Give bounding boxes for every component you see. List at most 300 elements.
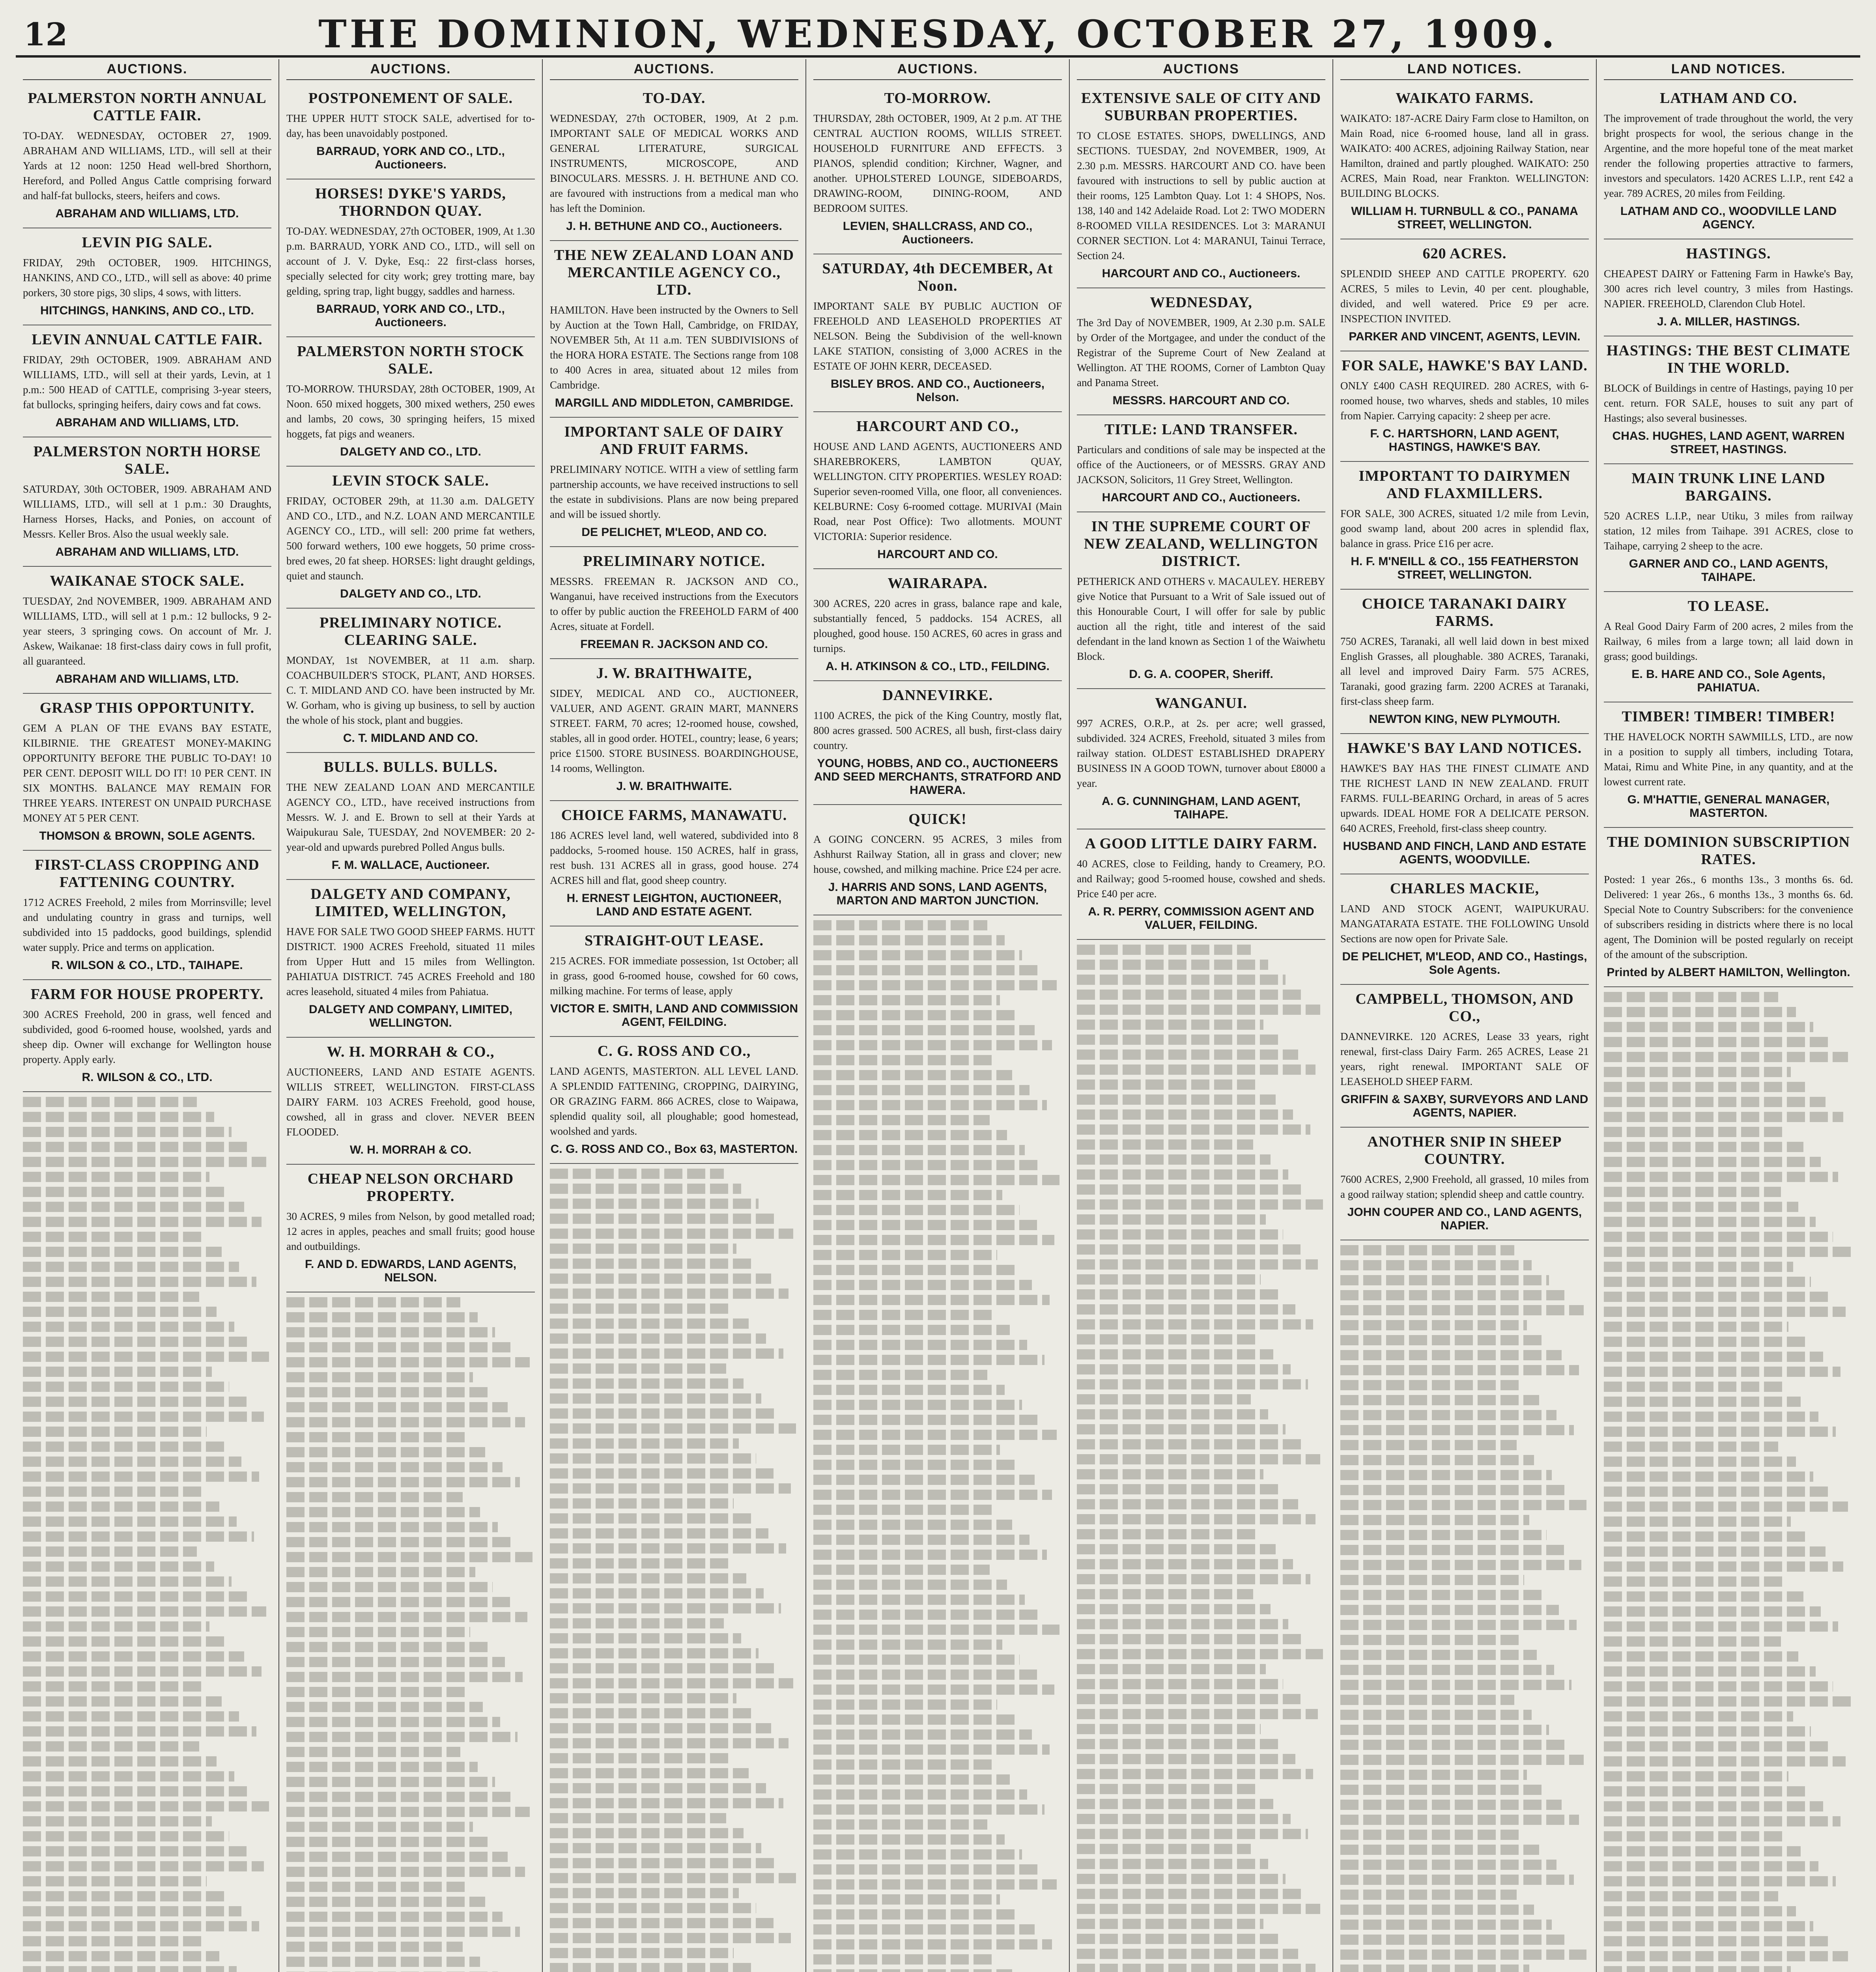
print-line [813, 1625, 1059, 1635]
ad-body: WAIKATO: 187-ACRE Dairy Farm close to Hamilton, on Main Road, nice 6-roomed house, land all in grass. WAIKATO: 400 ACRES, adjoining Railway Station, near Hamilton, drained and partly ploughed. WAIKATO: 250 ACRES, Main Road, near Frankton. WELLINGTON: BUILDING BLOCKS. [1340, 112, 1589, 199]
ad-body: TUESDAY, 2nd NOVEMBER, 1909. ABRAHAM AND WILLIAMS, LTD., will sell at 1 p.m.: 12 bullocks, 9 2-year steers, 3 springing cows. On account of Mr. J. Askew, Waikanae: 18 first-class dairy cows in full profit, all guaranteed. [23, 595, 271, 667]
print-line [1604, 1472, 1813, 1482]
print-line [1077, 1169, 1288, 1180]
advertisement [1340, 462, 1589, 590]
print-line [1077, 960, 1268, 970]
advertisement [286, 84, 535, 179]
print-line [813, 1954, 995, 1965]
print-line [1604, 1786, 1806, 1796]
print-line [1604, 1921, 1813, 1931]
print-line [813, 1415, 1039, 1425]
advertisement [550, 801, 798, 926]
print-line [286, 1342, 512, 1352]
print-line [1340, 1245, 1514, 1255]
print-line [813, 1265, 1015, 1275]
advertisement [1604, 592, 1853, 702]
print-line [1340, 1275, 1549, 1285]
print-line [813, 1505, 995, 1515]
print-line [1077, 1154, 1271, 1165]
print-line [550, 1603, 781, 1613]
print-line [1604, 1771, 1788, 1782]
advertisement [550, 926, 798, 1037]
print-line [286, 1462, 503, 1472]
print-line [23, 1891, 224, 1901]
print-line [550, 1648, 759, 1658]
print-line [550, 1768, 749, 1778]
print-line [1340, 1530, 1547, 1540]
ad-body: HAWKE'S BAY HAS THE FINEST CLIMATE AND THE RICHEST LAND IN NEW ZEALAND. FRUIT FARMS. FULL-BEARING Orchard, in areas of 5 acres upwards. IDEAL HOME FOR A DELICATE PERSON. 640 ACRES, Freehold, first-class sheep country. [1340, 762, 1589, 834]
print-line [1604, 1397, 1801, 1407]
ad-body: PETHERICK AND OTHERS v. MACAULEY. HEREBY give Notice that Pursuant to a Writ of Sale issued out of this Honourable Court, I will offer for sale by public auction all the right, title and interest of the said defendant in the land known as Section 1 of the Waiwhetu Block. [1077, 575, 1325, 662]
print-line [286, 1522, 498, 1532]
print-line [1340, 1395, 1539, 1405]
ad-title: TITLE: LAND TRANSFER. [1104, 421, 1298, 438]
print-line [1340, 1590, 1542, 1600]
print-line [1077, 1184, 1306, 1195]
print-line [813, 1070, 1012, 1080]
print-line [23, 1262, 239, 1272]
print-line [1340, 1560, 1581, 1570]
ad-signature: BARRAUD, YORK AND CO., LTD., Auctioneers. [316, 303, 505, 329]
print-line [550, 1259, 754, 1269]
ad-signature: A. R. PERRY, COMMISSION AGENT AND VALUER, FEILDING. [1088, 905, 1314, 932]
print-line [286, 1897, 485, 1907]
print-line [286, 1417, 525, 1427]
print-line [813, 1445, 1000, 1455]
ad-title: CAMPBELL, THOMSON, AND CO., [1355, 991, 1574, 1025]
ad-title: QUICK! [908, 811, 967, 827]
print-line [1077, 1199, 1323, 1210]
print-line [23, 1247, 222, 1257]
ad-signature: LEVIEN, SHALLCRASS, AND CO., Auctioneers. [843, 220, 1033, 246]
print-line [813, 1595, 1025, 1605]
small-print-filler [1340, 1245, 1589, 1972]
print-line [1340, 1350, 1562, 1360]
ad-body: Particulars and conditions of sale may be inspected at the office of the Auctioneers, or of MESSRS. GRAY AND JACKSON, Solicitors, 11 Grey Street, Wellington. [1077, 444, 1325, 486]
print-line [1077, 1349, 1273, 1359]
print-line [1340, 1440, 1517, 1450]
ad-signature: MESSRS. HARCOURT AND CO. [1112, 394, 1290, 407]
ad-signature: C. T. MIDLAND AND CO. [343, 732, 478, 745]
print-line [813, 1025, 1035, 1035]
print-line [1604, 1816, 1840, 1826]
print-line [1340, 1650, 1537, 1660]
print-line [1077, 1454, 1320, 1464]
ad-signature: H. F. M'NEILL & CO., 155 FEATHERSTON STREET, WELLINGTON. [1351, 555, 1579, 581]
print-line [1604, 1711, 1793, 1722]
ad-title: WAIKANAE STOCK SALE. [50, 573, 245, 589]
ad-signature: E. B. HARE AND CO., Sole Agents, PAHIATUA. [1631, 668, 1826, 694]
ad-title: 620 ACRES. [1422, 245, 1507, 262]
print-line [23, 1322, 234, 1332]
ad-title: IMPORTANT TO DAIRYMEN AND FLAXMILLERS. [1358, 468, 1571, 502]
print-line [550, 1483, 791, 1494]
print-line [1340, 1845, 1539, 1855]
print-line [550, 1693, 736, 1703]
ad-body: FRIDAY, 29th OCTOBER, 1909. HITCHINGS, HANKINS, AND CO., LTD., will sell as above: 40 prime porkers, 30 store pigs, 30 slips, 4 sows, with litters. [23, 257, 271, 299]
advertisement [550, 241, 798, 418]
print-line [1340, 1695, 1514, 1705]
print-line [1077, 1334, 1256, 1345]
ad-title: HASTINGS: THE BEST CLIMATE IN THE WORLD. [1606, 342, 1851, 376]
print-line [1340, 1725, 1549, 1735]
print-line [1604, 1576, 1786, 1587]
print-line [1340, 1290, 1566, 1300]
print-line [1340, 1260, 1532, 1270]
print-line [1604, 1561, 1843, 1572]
print-line [550, 1543, 786, 1554]
print-line [286, 1657, 505, 1667]
advertisement [1604, 84, 1853, 239]
print-line [1604, 1247, 1851, 1257]
print-line [1077, 1289, 1278, 1300]
advertisement [1340, 1128, 1589, 1240]
ad-title: W. H. MORRAH & CO., [327, 1044, 495, 1060]
ad-title: TO LEASE. [1687, 598, 1769, 614]
ad-title: DALGETY AND COMPANY, LIMITED, WELLINGTON, [310, 886, 511, 920]
ad-title: PALMERSTON NORTH ANNUAL CATTLE FAIR. [28, 90, 267, 124]
ad-body: THURSDAY, 28th OCTOBER, 1909, At 2 p.m. AT THE CENTRAL AUCTION ROOMS, WILLIS STREET. HOUSEHOLD FURNITURE AND EFFECTS. 3 PIANOS, splendid condition; Kirchner, Wagner, and another. UPHOLSTERED LOUNGE, SIDEBOARDS, DRAWING-ROOM, DINING-ROOM, AND BEDROOM SUITES. [813, 112, 1062, 214]
print-line [1077, 1664, 1266, 1674]
ad-signature: BISLEY BROS. AND CO., Auctioneers, Nelson. [830, 377, 1045, 404]
print-line [286, 1702, 483, 1712]
print-line [1077, 1934, 1281, 1944]
ad-signature: HARCOURT AND CO., Auctioneers. [1102, 267, 1300, 280]
ad-title: LEVIN ANNUAL CATTLE FAIR. [32, 331, 263, 348]
ad-body: BLOCK of Buildings in centre of Hastings, paying 10 per cent. return. FOR SALE, houses to suit any part of Hastings; also several businesses. [1604, 382, 1853, 424]
print-line [813, 1879, 1057, 1890]
print-line [813, 1295, 1050, 1305]
print-line [550, 1918, 774, 1928]
ad-title: CHEAP NELSON ORCHARD PROPERTY. [307, 1171, 514, 1204]
print-line [550, 1468, 774, 1479]
ad-body: THE HAVELOCK NORTH SAWMILLS, LTD., are now in a position to supply all timbers, including Totara, Matai, Rimu and White Pine, in any quantity, and at the lowest current rate. [1604, 731, 1853, 788]
ad-body: TO-DAY. WEDNESDAY, 27th OCTOBER, 1909, At 1.30 p.m. BARRAUD, YORK AND CO., LTD., will sell on account of J. V. Dyke, Esq.: 22 first-class horses, specially selected for city work; grey trotting mare, bay gelding, spring trap, light buggy, saddles and harness. [286, 225, 535, 297]
ad-signature: J. HARRIS AND SONS, LAND AGENTS, MARTON AND MARTON JUNCTION. [828, 881, 1047, 907]
print-line [1340, 1755, 1584, 1765]
print-line [550, 1169, 724, 1179]
print-line [286, 1327, 495, 1337]
print-line [813, 1490, 1052, 1500]
print-line [550, 1843, 761, 1853]
ad-title: ANOTHER SNIP IN SHEEP COUNTRY. [1367, 1134, 1562, 1167]
print-line [1077, 1064, 1315, 1075]
print-line [23, 1157, 266, 1167]
ad-title: TO-MORROW. [884, 90, 991, 106]
ad-title: FOR SALE, HAWKE'S BAY LAND. [1342, 357, 1588, 374]
ad-body: FRIDAY, OCTOBER 29th, at 11.30 a.m. DALGETY AND CO., LTD., and N.Z. LOAN AND MERCANTILE AGENCY CO., LTD., will sell: 200 prime fat wethers, 500 forward wethers, 100 ewe hoggets, 50 prime cross-bred ewes, 20 fat sheep. HORSES: light draught geldings, quiet and staunch. [286, 495, 535, 582]
print-line [23, 1816, 212, 1826]
print-line [1340, 1470, 1552, 1480]
print-line [1340, 1380, 1522, 1390]
print-line [550, 1408, 779, 1419]
print-line [1340, 1305, 1584, 1315]
print-line [1077, 1049, 1298, 1060]
ad-body: SIDEY, MEDICAL AND CO., AUCTIONEER, VALUER, AND AGENT. GRAIN MART, MANNERS STREET. FARM, 70 acres; 12-roomed house, cowshed, stables, all in good order. HOTEL, country; lease, 6 years; price £1500. STORE BUSINESS. BOARDINGHOUSE, 14 rooms, Wellington. [550, 687, 798, 774]
print-line [23, 1337, 252, 1347]
print-line [813, 1310, 992, 1320]
print-line [1340, 1545, 1564, 1555]
print-line [1604, 1636, 1781, 1647]
print-line [286, 1927, 520, 1937]
print-line [1340, 1500, 1586, 1510]
ad-title: PRELIMINARY NOTICE. [583, 553, 765, 570]
print-line [813, 1235, 1054, 1245]
print-line [1077, 1964, 1315, 1972]
print-line [23, 1741, 199, 1752]
print-line [286, 1537, 515, 1547]
print-line [550, 1618, 724, 1628]
print-line [813, 1804, 1045, 1815]
ad-title: BULLS. BULLS. BULLS. [323, 759, 498, 775]
print-line [813, 1834, 1005, 1845]
print-line [813, 1849, 1022, 1860]
column-5 [1070, 59, 1333, 1972]
print-line [1077, 1904, 1320, 1914]
advertisement [286, 753, 535, 880]
ad-body: SATURDAY, 30th OCTOBER, 1909. ABRAHAM AND WILLIAMS, LTD., will sell at 1 p.m.: 30 Draughts, Harness Horses, Hacks, and Ponies, on account of Messrs. Keller Bros. Also the usual weekly sale. [23, 483, 271, 540]
ad-signature: PARKER AND VINCENT, AGENTS, LEVIN. [1349, 330, 1581, 343]
print-line [1604, 1262, 1793, 1272]
print-line [1340, 1740, 1566, 1750]
ad-signature: ABRAHAM AND WILLIAMS, LTD. [55, 207, 239, 220]
print-line [286, 1957, 480, 1967]
column-heading: AUCTIONS. [286, 59, 535, 80]
print-line [550, 1348, 783, 1359]
print-line [286, 1552, 533, 1562]
ad-body: THE NEW ZEALAND LOAN AND MERCANTILE AGENCY CO., LTD., have received instructions from Messrs. W. J. and E. Brown to sell at their Yards at Waipukurau Sale, TUESDAY, 2nd NOVEMBER: 20 2-year-old and upwards purebred Polled Angus bulls. [286, 781, 535, 853]
ad-signature: BARRAUD, YORK AND CO., LTD., Auctioneers. [316, 145, 505, 171]
print-line [1604, 1412, 1818, 1422]
ad-title: HORSES! DYKE'S YARDS, THORNDON QUAY. [315, 185, 506, 219]
ad-body: MONDAY, 1st NOVEMBER, at 11 a.m. sharp. COACHBUILDER'S STOCK, PLANT, AND HORSES. C. T. MIDLAND AND CO. have been instructed by Mr. W. Gorham, who is giving up business, to sell by auction the whole of his stock, plant and buggies. [286, 654, 535, 726]
print-line [23, 1142, 249, 1152]
print-line [23, 1726, 256, 1737]
print-line [1077, 1439, 1303, 1449]
ad-title: THE DOMINION SUBSCRIPTION RATES. [1607, 834, 1850, 868]
ad-body: HOUSE AND LAND AGENTS, AUCTIONEERS AND SHAREBROKERS, LAMBTON QUAY, WELLINGTON. CITY PROPERTIES. WESLEY ROAD: Superior seven-roomed Villa, one floor, all conveniences. KELBURNE: Cosy 6-roomed cottage. MURIVAI (Main Road, near Post Office): Two allotments. MOUNT VICTORIA: Superior residence. [813, 441, 1062, 542]
print-line [813, 1580, 1007, 1590]
ad-body: FOR SALE, 300 ACRES, situated 1/2 mile from Levin, good swamp land, about 200 acres in splendid flax, balance in grass. Price £16 per acre. [1340, 508, 1589, 549]
print-line [23, 1202, 244, 1212]
print-line [550, 1199, 759, 1209]
ad-title: THE NEW ZEALAND LOAN AND MERCANTILE AGENCY CO., LTD. [554, 247, 794, 298]
print-line [23, 1831, 229, 1841]
print-line [23, 1861, 264, 1871]
print-line [550, 1303, 731, 1314]
print-line [23, 1666, 262, 1677]
print-line [813, 1385, 1005, 1395]
ad-body: GEM A PLAN OF THE EVANS BAY ESTATE, KILBIRNIE. THE GREATEST MONEY-MAKING OPPORTUNITY BEFORE THE PUBLIC TO-DAY! 10 PER CENT. DEPOSIT WILL DO IT! 10 PER CENT. IN SIX MONTHS. BALANCE MAY REMAIN FOR THREE YEARS. INTEREST ON UNPAID PURCHASE MONEY AT 5 PER CENT. [23, 722, 271, 824]
print-line [550, 1378, 744, 1389]
column-heading: LAND NOTICES. [1604, 59, 1853, 80]
print-line [1604, 1172, 1838, 1182]
print-line [550, 1633, 741, 1643]
ad-body: The improvement of trade throughout the world, the very bright prospects for wool, the serious change in the Argentine, and the more hopeful tone of the meat market render the following properties attractive to farmers, investors and speculators. 1420 ACRES L.I.P., rent £42 a year. 789 ACRES, 20 miles from Feilding. [1604, 112, 1853, 199]
print-line [286, 1312, 478, 1322]
ad-body: 30 ACRES, 9 miles from Nelson, by good metalled road; 12 acres in apples, peaches and small fruits; good house and outbuildings. [286, 1210, 535, 1252]
print-line [1077, 1035, 1281, 1045]
print-line [813, 1924, 1035, 1935]
print-line [1604, 1606, 1821, 1617]
column-heading: AUCTIONS. [550, 59, 798, 80]
column-heading: AUCTIONS [1077, 59, 1325, 80]
print-line [813, 1205, 1020, 1215]
ad-body: TO-DAY. WEDNESDAY, OCTOBER 27, 1909. ABRAHAM AND WILLIAMS, LTD., will sell at their Yards at 12 noon: 1250 Head well-bred Shorthorn, Hereford, and Polled Angus Cattle comprising forward and half-fat bullocks, steers, heifers and cows. [23, 130, 271, 202]
print-line [286, 1612, 527, 1622]
small-print-filler [813, 920, 1062, 1972]
print-line [813, 1370, 987, 1380]
ad-signature: C. G. ROSS AND CO., Box 63, MASTERTON. [550, 1143, 798, 1156]
advertisement [813, 805, 1062, 915]
print-line [1077, 1079, 1258, 1090]
print-line [23, 1112, 214, 1122]
advertisement [23, 84, 271, 228]
print-line [286, 1432, 468, 1442]
ad-body: 1100 ACRES, the pick of the King Country, mostly flat, 800 acres grassed. 500 ACRES, all bush, first-class dairy country. [813, 710, 1062, 751]
advertisement [1340, 239, 1589, 351]
print-line [1604, 1307, 1846, 1317]
print-line [1340, 1905, 1534, 1915]
print-line [1340, 1935, 1569, 1945]
advertisement [286, 880, 535, 1038]
ad-signature: G. M'HATTIE, GENERAL MANAGER, MASTERTON. [1627, 793, 1830, 820]
print-line [23, 1591, 249, 1602]
print-line [1077, 975, 1286, 985]
print-line [23, 1846, 247, 1856]
ad-signature: DALGETY AND CO., LTD. [340, 587, 481, 600]
print-line [23, 1531, 254, 1542]
print-line [1077, 1739, 1278, 1749]
print-line [1077, 1005, 1320, 1015]
print-line [813, 1610, 1042, 1620]
ad-body: 7600 ACRES, 2,900 Freehold, all grassed, 10 miles from a good railway station; splendid sheep and cattle country. [1340, 1173, 1589, 1200]
ad-title: PRELIMINARY NOTICE. CLEARING SALE. [320, 614, 502, 648]
print-line [23, 1457, 241, 1467]
ad-signature: DE PELICHET, M'LEOD, AND CO. [581, 526, 767, 539]
column-3 [543, 59, 806, 1972]
print-line [813, 1520, 1012, 1530]
print-line [1604, 1876, 1836, 1886]
advertisement [1340, 734, 1589, 874]
ad-body: CHEAPEST DAIRY or Fattening Farm in Hawke's Bay, 300 acres rich level country, 3 miles from Hastings. NAPIER. FREEHOLD, Clarendon Club Hotel. [1604, 268, 1853, 310]
print-line [813, 1145, 1025, 1155]
column-7 [1597, 59, 1860, 1972]
ad-title: HASTINGS. [1686, 245, 1771, 262]
print-line [1604, 1846, 1801, 1856]
ad-title: MAIN TRUNK LINE LAND BARGAINS. [1631, 470, 1826, 504]
print-line [1077, 1544, 1276, 1554]
advertisement [813, 412, 1062, 569]
print-line [813, 1055, 995, 1065]
advertisement [1604, 828, 1853, 987]
advertisement [286, 467, 535, 609]
print-line [286, 1822, 473, 1832]
print-line [286, 1942, 463, 1952]
print-line [550, 1229, 793, 1239]
ad-body: IMPORTANT SALE BY PUBLIC AUCTION OF FREEHOLD AND LEASEHOLD PROPERTIES AT NELSON. Being the Subdivision of the well-known LAKE STATION, consisting of 3,000 ACRES in the ESTATE OF JOHN KERR, DECEASED. [813, 300, 1062, 372]
print-line [1077, 1109, 1293, 1120]
ad-body: 40 ACRES, close to Feilding, handy to Creamery, P.O. and Railway; good 5-roomed house, cowshed and sheds. Price £40 per acre. [1077, 858, 1325, 900]
print-line [813, 1640, 1002, 1650]
print-line [1077, 1949, 1298, 1959]
ad-signature: F. AND D. EDWARDS, LAND AGENTS, NELSON. [305, 1258, 517, 1284]
ad-signature: DALGETY AND COMPANY, LIMITED, WELLINGTON. [308, 1003, 513, 1029]
print-line [23, 1501, 219, 1512]
advertisement [23, 228, 271, 325]
print-line [813, 1939, 1052, 1950]
print-line [286, 1507, 480, 1517]
ad-signature: A. H. ATKINSON & CO., LTD., FEILDING. [826, 660, 1050, 673]
print-line [1340, 1515, 1529, 1525]
column-2 [279, 59, 543, 1972]
ad-signature: W. H. MORRAH & CO. [349, 1143, 472, 1156]
print-line [1604, 1427, 1836, 1437]
print-line [813, 1325, 1010, 1335]
advertisement [286, 609, 535, 753]
print-line [813, 1684, 1054, 1695]
ad-signature: DALGETY AND CO., LTD. [340, 445, 481, 458]
print-line [1077, 1124, 1310, 1135]
ad-title: DANNEVIRKE. [882, 687, 993, 704]
print-line [1340, 1860, 1556, 1870]
print-line [1340, 1620, 1577, 1630]
print-line [23, 1397, 247, 1407]
print-line [23, 1277, 256, 1287]
print-line [1604, 1052, 1848, 1062]
advertisement [813, 254, 1062, 412]
print-line [1604, 1322, 1788, 1332]
print-line [1604, 1082, 1808, 1092]
print-line [1077, 1379, 1308, 1389]
print-line [1604, 1097, 1826, 1107]
ad-title: IMPORTANT SALE OF DAIRY AND FRUIT FARMS. [564, 424, 784, 458]
ad-signature: F. C. HARTSHORN, LAND AGENT, HASTINGS, HAWKE'S BAY. [1370, 427, 1559, 454]
print-line [550, 1588, 764, 1599]
print-line [286, 1717, 500, 1727]
print-line [1604, 992, 1778, 1002]
advertisement [23, 437, 271, 567]
ad-title: TO-DAY. [643, 90, 706, 106]
print-line [813, 1355, 1045, 1365]
print-line [1604, 1726, 1811, 1737]
print-line [1340, 1965, 1529, 1972]
print-line [23, 1187, 227, 1197]
ad-body: Posted: 1 year 26s., 6 months 13s., 3 months 6s. 6d. Delivered: 1 year 26s., 6 months 13s., 3 months 6s. 6d. Special Note to Country Subscribers: for the convenience of subscribers residing in districts where there is no local agent, The Dominion will be posted regularly on receipt of the amount of the subscription. [1604, 874, 1853, 960]
print-line [286, 1807, 530, 1817]
column-4 [806, 59, 1070, 1972]
print-line [1340, 1830, 1522, 1840]
print-line [1340, 1605, 1559, 1615]
ad-body: 750 ACRES, Taranaki, all well laid down in best mixed English Grasses, all ploughable. 380 ACRES, Taranaki, all level and improved Dairy Farm. 575 ACRES, Taranaki, good grazing farm. 2200 ACRES at Taranaki, first-class sheep farm. [1340, 635, 1589, 707]
print-line [286, 1627, 470, 1637]
print-line [23, 1621, 209, 1632]
advertisement [1077, 288, 1325, 415]
print-line [1604, 1756, 1846, 1767]
print-line [1340, 1365, 1579, 1375]
print-line [813, 950, 1022, 960]
print-line [813, 1969, 1012, 1972]
advertisement [1077, 415, 1325, 512]
advertisement [550, 418, 798, 547]
small-print-filler [23, 1097, 271, 1972]
print-line [1604, 1292, 1828, 1302]
advertisement [1604, 702, 1853, 828]
ad-title: EXTENSIVE SALE OF CITY AND SUBURBAN PROPERTIES. [1081, 90, 1321, 124]
ad-title: A GOOD LITTLE DAIRY FARM. [1085, 835, 1317, 852]
print-line [550, 1423, 796, 1434]
advertisement [1077, 84, 1325, 288]
